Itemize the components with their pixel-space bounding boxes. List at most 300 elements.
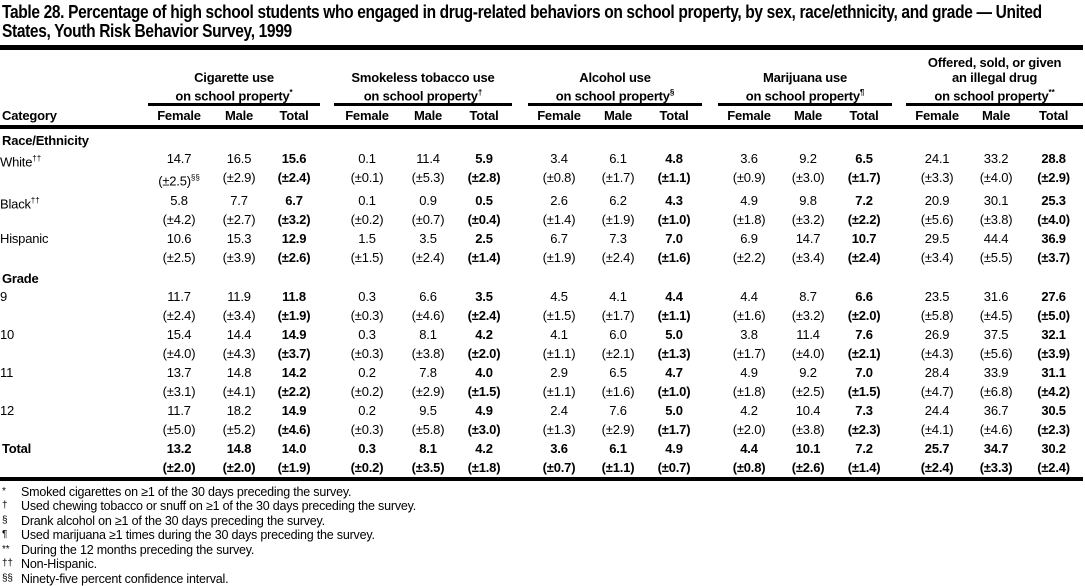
value: 9.5 [419, 402, 437, 418]
value-cell [718, 363, 780, 401]
value-cell [210, 149, 268, 190]
value-cell [528, 229, 590, 267]
confidence-interval: (±2.5)§§ [158, 173, 200, 189]
confidence-interval: (±2.9) [411, 383, 445, 399]
confidence-interval: (±2.1) [601, 345, 635, 361]
value-cell [780, 149, 836, 190]
value-cell [400, 439, 456, 479]
confidence-interval: (±2.0) [222, 459, 256, 475]
row-label: Black†† [0, 195, 40, 211]
value-cell [400, 149, 456, 190]
value-cell [906, 191, 968, 229]
value-cell [968, 363, 1024, 401]
confidence-interval: (±4.6) [411, 307, 445, 323]
confidence-interval: (±3.3) [920, 170, 954, 186]
value: 7.0 [855, 364, 873, 380]
group-gap [320, 401, 334, 439]
value: 44.4 [983, 230, 1009, 246]
value: 4.7 [665, 364, 683, 380]
confidence-interval: (±5.2) [222, 421, 256, 437]
value: 0.1 [358, 151, 376, 167]
confidence-interval: (±2.4) [1037, 459, 1070, 475]
confidence-interval: (±1.5) [542, 307, 576, 323]
value-cell [1024, 401, 1083, 439]
value: 0.5 [475, 192, 493, 208]
column-header: Male [413, 108, 443, 124]
value-cell [646, 325, 702, 363]
confidence-interval: (±4.0) [1037, 211, 1070, 227]
value-cell [906, 401, 968, 439]
value-cell [646, 149, 702, 190]
confidence-interval: (±2.2) [847, 211, 881, 227]
footnote-marker: † [2, 500, 8, 512]
value: 4.4 [740, 288, 758, 304]
value-cell [718, 287, 780, 325]
value: 24.1 [924, 151, 950, 167]
value: 4.4 [665, 288, 683, 304]
group-gap [892, 287, 906, 325]
value-cell [456, 363, 512, 401]
group-gap [512, 191, 528, 229]
table-row [0, 191, 1083, 229]
column-header: Total [1039, 108, 1069, 124]
value: 23.5 [924, 288, 950, 304]
value: 4.1 [550, 326, 568, 342]
value-cell [646, 439, 702, 479]
confidence-interval: (±1.6) [601, 383, 635, 399]
group-gap [702, 191, 718, 229]
confidence-interval: (±1.1) [542, 383, 576, 399]
group-gap [512, 55, 528, 105]
footnote-marker: * [2, 485, 6, 497]
group-gap [320, 287, 334, 325]
table-row [0, 439, 1083, 479]
value: 0.9 [419, 192, 437, 208]
value-cell [718, 325, 780, 363]
value: 0.2 [358, 364, 376, 380]
confidence-interval: (±1.1) [601, 459, 635, 475]
value: 13.7 [166, 364, 192, 380]
value-cell [456, 401, 512, 439]
footnote-marker: ** [1048, 88, 1055, 97]
confidence-interval: (±2.9) [1037, 170, 1070, 186]
confidence-interval: (±1.1) [657, 170, 691, 186]
value: 4.2 [475, 440, 493, 456]
confidence-interval: (±1.4) [847, 459, 881, 475]
footnote [2, 572, 1083, 586]
value: 11.7 [167, 402, 191, 418]
confidence-interval: (±1.5) [847, 383, 881, 399]
value: 14.7 [166, 151, 192, 167]
group-gap [892, 363, 906, 401]
group-gap [702, 325, 718, 363]
section-label: Race/Ethnicity [2, 133, 89, 149]
confidence-interval: (±2.6) [277, 249, 311, 265]
confidence-interval: (±1.9) [277, 307, 311, 323]
footnote-marker: § [669, 88, 675, 97]
confidence-interval: (±0.2) [350, 459, 384, 475]
value: 2.9 [550, 364, 568, 380]
group-header: Marijuana use on school property¶ [718, 55, 892, 105]
value-cell [780, 401, 836, 439]
value-cell [528, 439, 590, 479]
group-gap [512, 363, 528, 401]
yrbs-table [0, 55, 1083, 481]
value: 6.6 [855, 288, 873, 304]
row-label: Hispanic [0, 230, 49, 246]
value-cell [718, 149, 780, 190]
value: 6.5 [855, 151, 873, 167]
group-header: Smokeless tobacco use on school property† [334, 55, 512, 105]
row-label: 10 [0, 326, 15, 342]
footnote [2, 499, 1083, 514]
footnote-text: Used chewing tobacco or snuff on ≥1 of the 30 days preceding the survey. [21, 499, 417, 514]
value: 4.5 [550, 288, 568, 304]
value-cell [400, 191, 456, 229]
confidence-interval: (±0.8) [732, 459, 766, 475]
value: 7.2 [855, 440, 873, 456]
value-cell [210, 229, 268, 267]
confidence-interval: (±0.3) [350, 421, 384, 437]
value-cell [528, 363, 590, 401]
confidence-interval: (±4.1) [222, 383, 256, 399]
confidence-interval: (±1.5) [467, 383, 501, 399]
value: 10.7 [851, 230, 877, 246]
confidence-interval: (±2.2) [277, 383, 311, 399]
column-header: Male [982, 108, 1011, 124]
value: 10.1 [795, 440, 821, 456]
confidence-interval: (±1.7) [847, 170, 881, 186]
value-cell [268, 325, 320, 363]
value-cell [148, 229, 210, 267]
group-gap [512, 325, 528, 363]
value: 33.9 [983, 364, 1009, 380]
confidence-interval: (±3.8) [411, 345, 445, 361]
value-cell [148, 363, 210, 401]
value: 5.9 [475, 151, 493, 167]
value: 11.9 [227, 288, 251, 304]
confidence-interval: (±3.2) [277, 211, 311, 227]
footnote-text: Used marijuana ≥1 times during the 30 days preceding the survey. [21, 528, 375, 543]
group-gap [320, 149, 334, 190]
value: 0.1 [358, 192, 376, 208]
confidence-interval: (±0.7) [657, 459, 691, 475]
group-header: Offered, sold, or given an illegal drug on school property** [906, 55, 1083, 105]
value-cell [836, 229, 892, 267]
confidence-interval: (±5.3) [411, 170, 445, 186]
group-gap [320, 191, 334, 229]
group-gap [320, 439, 334, 479]
group-gap [702, 55, 718, 105]
value: 9.2 [799, 364, 817, 380]
value-cell [718, 401, 780, 439]
value: 4.4 [740, 440, 758, 456]
footnote-marker: §§ [190, 173, 200, 183]
value: 11.4 [796, 326, 820, 342]
value-cell [148, 149, 210, 190]
footnote-marker: ¶ [2, 529, 8, 541]
value: 4.9 [740, 364, 758, 380]
value-cell [268, 149, 320, 190]
group-gap [512, 401, 528, 439]
footnotes [0, 481, 1083, 586]
value-cell [718, 439, 780, 479]
group-gap [702, 363, 718, 401]
value: 7.6 [609, 402, 627, 418]
confidence-interval: (±2.9) [222, 170, 256, 186]
value: 5.8 [170, 192, 188, 208]
confidence-interval: (±2.4) [601, 249, 635, 265]
value: 7.7 [230, 192, 248, 208]
value-cell [780, 287, 836, 325]
group-gap [512, 439, 528, 479]
confidence-interval: (±1.6) [732, 307, 766, 323]
value: 28.8 [1041, 151, 1066, 167]
group-gap [892, 191, 906, 229]
value-cell [968, 401, 1024, 439]
confidence-interval: (±4.2) [1037, 383, 1070, 399]
category-header-spacer [0, 55, 148, 105]
value: 4.9 [740, 192, 758, 208]
value: 31.6 [983, 288, 1009, 304]
value-cell [268, 229, 320, 267]
value-cell [1024, 363, 1083, 401]
confidence-interval: (±3.9) [222, 249, 256, 265]
value: 2.4 [550, 402, 568, 418]
value: 6.6 [419, 288, 437, 304]
value: 11.7 [167, 288, 191, 304]
value-cell [718, 191, 780, 229]
value: 26.9 [924, 326, 950, 342]
value: 30.5 [1041, 402, 1066, 418]
table-row [0, 149, 1083, 190]
value-cell [718, 229, 780, 267]
group-gap [320, 363, 334, 401]
value: 7.3 [855, 402, 873, 418]
confidence-interval: (±3.2) [791, 307, 825, 323]
value-cell [334, 439, 400, 479]
value: 33.2 [983, 151, 1009, 167]
confidence-interval: (±2.2) [732, 249, 766, 265]
confidence-interval: (±5.0) [1037, 307, 1070, 323]
value-cell [1024, 439, 1083, 479]
value: 8.1 [419, 326, 437, 342]
group-gap [320, 229, 334, 267]
confidence-interval: (±3.4) [222, 307, 256, 323]
value-cell [646, 401, 702, 439]
column-header: Total [469, 108, 499, 124]
footnote-marker: * [289, 88, 293, 97]
confidence-interval: (±4.6) [277, 421, 311, 437]
confidence-interval: (±6.8) [979, 383, 1013, 399]
value: 24.4 [924, 402, 950, 418]
table-row [0, 325, 1083, 363]
group-gap [320, 105, 334, 128]
value-cell [148, 325, 210, 363]
value: 0.2 [358, 402, 376, 418]
confidence-interval: (±4.0) [979, 170, 1013, 186]
confidence-interval: (±2.0) [467, 345, 501, 361]
value: 14.8 [226, 440, 252, 456]
value-cell [646, 229, 702, 267]
confidence-interval: (±5.8) [920, 307, 954, 323]
confidence-interval: (±1.9) [601, 211, 635, 227]
value: 14.4 [226, 326, 252, 342]
confidence-interval: (±5.6) [979, 345, 1013, 361]
confidence-interval: (±3.5) [411, 459, 445, 475]
value-cell [210, 363, 268, 401]
confidence-interval: (±1.8) [467, 459, 501, 475]
value-cell [1024, 287, 1083, 325]
value: 13.2 [166, 440, 192, 456]
column-header: Male [793, 108, 823, 124]
value-cell [590, 439, 646, 479]
value-cell [906, 287, 968, 325]
value: 7.0 [665, 230, 683, 246]
value-cell [780, 363, 836, 401]
value-cell [456, 287, 512, 325]
value-cell [400, 325, 456, 363]
confidence-interval: (±0.1) [350, 170, 384, 186]
group-header: Cigarette use on school property* [148, 55, 320, 105]
value: 11.8 [282, 288, 306, 304]
row-label: 12 [0, 402, 15, 418]
confidence-interval: (±3.8) [791, 421, 825, 437]
confidence-interval: (±1.4) [467, 249, 501, 265]
footnote-marker: †† [2, 558, 13, 570]
value: 8.1 [419, 440, 437, 456]
value: 2.6 [550, 192, 568, 208]
value-cell [590, 325, 646, 363]
value-cell [210, 191, 268, 229]
value-cell [210, 401, 268, 439]
value-cell [528, 401, 590, 439]
value-cell [1024, 229, 1083, 267]
table-title-text: Table 28. Percentage of high school students who engaged in drug-related behaviors on school property, by sex, race/ethnicity, and grade — United States, Youth Risk Behavior Survey, 1999 [2, 2, 1042, 41]
confidence-interval: (±3.8) [979, 211, 1013, 227]
value-cell [836, 325, 892, 363]
value-cell [400, 363, 456, 401]
value: 14.8 [226, 364, 252, 380]
value-cell [334, 401, 400, 439]
section-label: Grade [2, 270, 39, 286]
value-cell [268, 363, 320, 401]
confidence-interval: (±3.9) [1037, 345, 1070, 361]
confidence-interval: (±3.0) [791, 170, 825, 186]
value: 5.0 [665, 402, 683, 418]
footnote-text: Ninety-five percent confidence interval. [21, 571, 229, 586]
value-cell [780, 191, 836, 229]
value-cell [906, 325, 968, 363]
value-cell [590, 149, 646, 190]
value-cell [148, 401, 210, 439]
value: 8.7 [799, 288, 817, 304]
value: 15.6 [281, 151, 307, 167]
value-cell [268, 191, 320, 229]
value: 2.5 [475, 230, 493, 246]
value: 30.2 [1041, 440, 1066, 456]
row-label: 9 [0, 288, 8, 304]
footnote [2, 543, 1083, 558]
value: 6.9 [740, 230, 758, 246]
confidence-interval: (±2.1) [847, 345, 881, 361]
value-cell [836, 401, 892, 439]
confidence-interval: (±4.7) [920, 383, 954, 399]
value: 7.8 [419, 364, 437, 380]
value-cell [646, 191, 702, 229]
value-cell [334, 287, 400, 325]
confidence-interval: (±4.0) [162, 345, 196, 361]
value-cell [400, 229, 456, 267]
confidence-interval: (±4.5) [979, 307, 1013, 323]
group-gap [892, 401, 906, 439]
value-cell [836, 439, 892, 479]
row-label: 11 [0, 364, 14, 380]
group-header: Alcohol use on school property§ [528, 55, 702, 105]
value-cell [968, 287, 1024, 325]
confidence-interval: (±1.0) [657, 211, 691, 227]
value: 3.5 [419, 230, 437, 246]
value-cell [906, 229, 968, 267]
group-gap [702, 105, 718, 128]
value-cell [590, 191, 646, 229]
footnote-marker: ¶ [859, 88, 865, 97]
confidence-interval: (±0.3) [350, 307, 384, 323]
value: 31.1 [1041, 364, 1066, 380]
group-gap [892, 105, 906, 128]
confidence-interval: (±2.3) [847, 421, 881, 437]
confidence-interval: (±3.3) [979, 459, 1013, 475]
value-cell [1024, 149, 1083, 190]
value: 3.8 [740, 326, 758, 342]
value: 5.0 [665, 326, 683, 342]
value-cell [456, 439, 512, 479]
column-header: Female [537, 108, 581, 124]
value-cell [1024, 325, 1083, 363]
value-cell [268, 439, 320, 479]
value: 14.9 [281, 402, 307, 418]
value: 4.3 [665, 192, 683, 208]
value: 36.7 [983, 402, 1009, 418]
value-cell [210, 287, 268, 325]
footnote-marker: † [477, 88, 483, 97]
value-cell [334, 229, 400, 267]
confidence-interval: (±2.0) [847, 307, 881, 323]
value-cell [148, 439, 210, 479]
confidence-interval: (±4.3) [920, 345, 954, 361]
value-cell [646, 287, 702, 325]
value: 7.2 [855, 192, 873, 208]
footnote [2, 485, 1083, 500]
value: 4.2 [740, 402, 758, 418]
group-gap [892, 55, 906, 105]
value-cell [528, 325, 590, 363]
confidence-interval: (±1.5) [350, 249, 384, 265]
confidence-interval: (±2.4) [920, 459, 954, 475]
value: 14.7 [795, 230, 821, 246]
confidence-interval: (±3.0) [467, 421, 501, 437]
confidence-interval: (±2.4) [847, 249, 881, 265]
confidence-interval: (±2.3) [1037, 421, 1070, 437]
value-cell [528, 149, 590, 190]
column-header: Female [915, 108, 959, 124]
confidence-interval: (±1.7) [601, 307, 635, 323]
group-gap [892, 325, 906, 363]
value-cell [968, 229, 1024, 267]
value-cell [590, 287, 646, 325]
confidence-interval: (±2.5) [791, 383, 825, 399]
column-header: Female [727, 108, 771, 124]
